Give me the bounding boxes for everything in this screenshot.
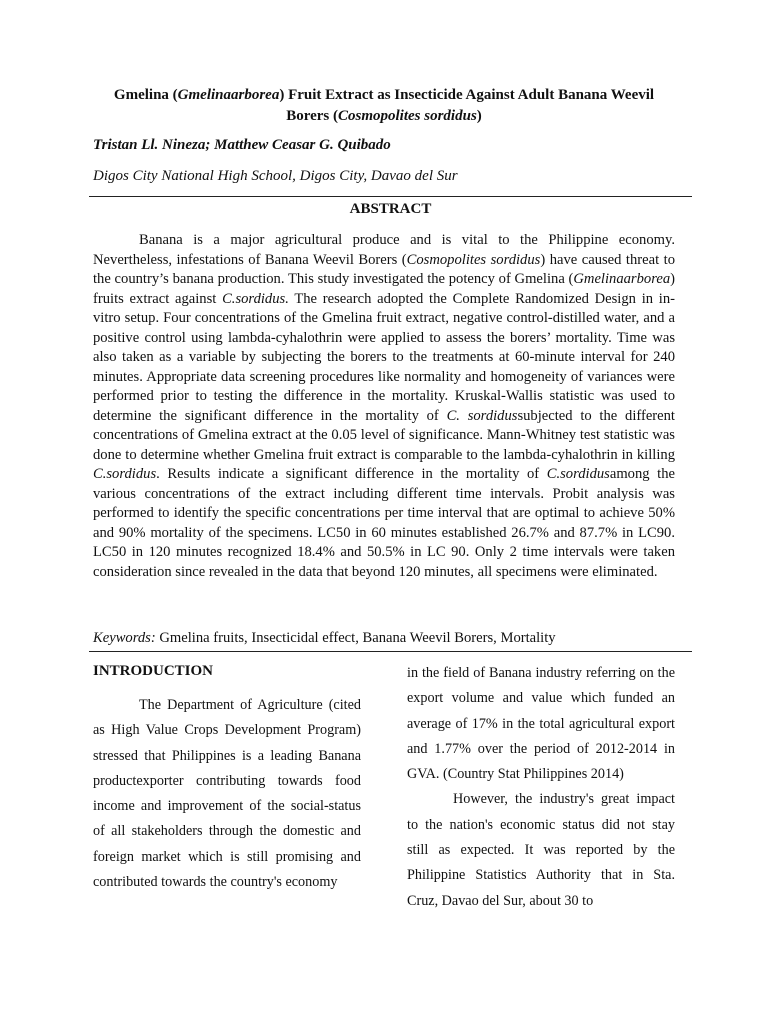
keywords-divider: [89, 651, 692, 652]
keywords-label: Keywords:: [93, 630, 156, 646]
abstract-text-3: ) fruits extract against: [93, 271, 675, 307]
abstract-text-5: subjected to the different concentrations of Gmelina extract at the 0.05 level of significance. Mann-Whitney test statistic was done to determine whether Gmelina fruit extract is comparable to the lambda-cyhalothrin in killing: [93, 407, 675, 463]
right-column: [407, 661, 675, 914]
abstract-italic-3: C.sordidus.: [222, 290, 289, 307]
abstract-text-7: among the various concentrations of the extract including different time intervals. Probit analysis was performed to identify the specific concentrations per time interval that are optimal to achieve 50% and 90% mortality of the specimens. LC50 in 60 minutes established 26.7% and 87.7% in LC90. LC50 in 120 minutes recognized 18.4% and 50.5% in LC 90. Only 2 time intervals were taken consideration since revealed in the data that beyond 120 minutes, all specimens were eliminated.: [93, 466, 675, 580]
title-text-1: Gmelina (: [113, 87, 178, 103]
paper-title: [95, 85, 673, 127]
title-text-2: ) Fruit Extract as Insecticide Against Adult Banana Weevil Borers (: [279, 87, 655, 124]
abstract-body: [93, 231, 675, 582]
intro-paragraph-1: The Department of Agriculture (cited as High Value Crops Development Program) stressed that Philippines is a leading Banana productexporter contributing towards food income and improvement of the social-status of all stakeholders through the domestic and foreign market which is still promising and contributed towards the country's economy: [93, 697, 361, 891]
abstract-text-4: The research adopted the Complete Randomized Design in in-vitro setup. Four concentrations of the Gmelina fruit extract, negative control-distilled water, and a positive control using lambda-cyhalothrin were applied to assess the borers’ mortality. Time was also taken as a variable by subjecting the borers to the treatments at 60-minute interval for 240 minutes. Appropriate data screening procedures like normality and homogeneity of variances were performed prior to testing the difference in the mortality. Kruskal-Wallis statistic was used to determine the significant difference in the mortality of: [93, 290, 675, 424]
title-scientific-name-1: Gmelinaarborea: [177, 87, 280, 103]
abstract-text-1: Banana is a major agricultural produce and is vital to the Philippine economy. Nevertheless, infestations of Banana Weevil Borers (: [93, 232, 675, 268]
affiliation: Digos City National High School, Digos City, Davao del Sur: [93, 168, 458, 184]
abstract-italic-2: Gmelinaarborea: [573, 271, 671, 287]
abstract-italic-4: C. sordidus: [446, 407, 518, 424]
abstract-heading: ABSTRACT: [349, 201, 432, 217]
abstract-text-6: . Results indicate a significant difference in the mortality of: [156, 466, 547, 482]
intro-paragraph-1-continued: in the field of Banana industry referring on the export volume and value which funded an average of 17% in the total agricultural export and 1.77% over the period of 2012-2014 in GVA. (Country Stat Philippines 2014): [407, 665, 675, 783]
abstract-text-2: ) have caused threat to the country’s banana production. This study investigated the potency of Gmelina (: [93, 251, 675, 287]
left-column: [93, 661, 361, 895]
title-text-3: ): [476, 108, 482, 124]
top-divider: [89, 196, 692, 197]
abstract-italic-5: C.sordidus: [93, 466, 157, 482]
keywords-text: Gmelina fruits, Insecticidal effect, Banana Weevil Borers, Mortality: [155, 630, 556, 646]
keywords: [93, 630, 556, 647]
title-scientific-name-2: Cosmopolites sordidus: [338, 108, 477, 124]
abstract-italic-1: Cosmopolites sordidus: [406, 251, 541, 268]
abstract-italic-6: C.sordidus: [546, 466, 610, 482]
authors: Tristan Ll. Nineza; Matthew Ceasar G. Quibado: [93, 137, 391, 153]
intro-paragraph-2: However, the industry's great impact to the nation's economic status did not stay still as expected. It was reported by the Philippine Statistics Authority that in Sta. Cruz, Davao del Sur, about 30 to: [407, 791, 675, 909]
introduction-heading: INTRODUCTION: [93, 663, 214, 679]
